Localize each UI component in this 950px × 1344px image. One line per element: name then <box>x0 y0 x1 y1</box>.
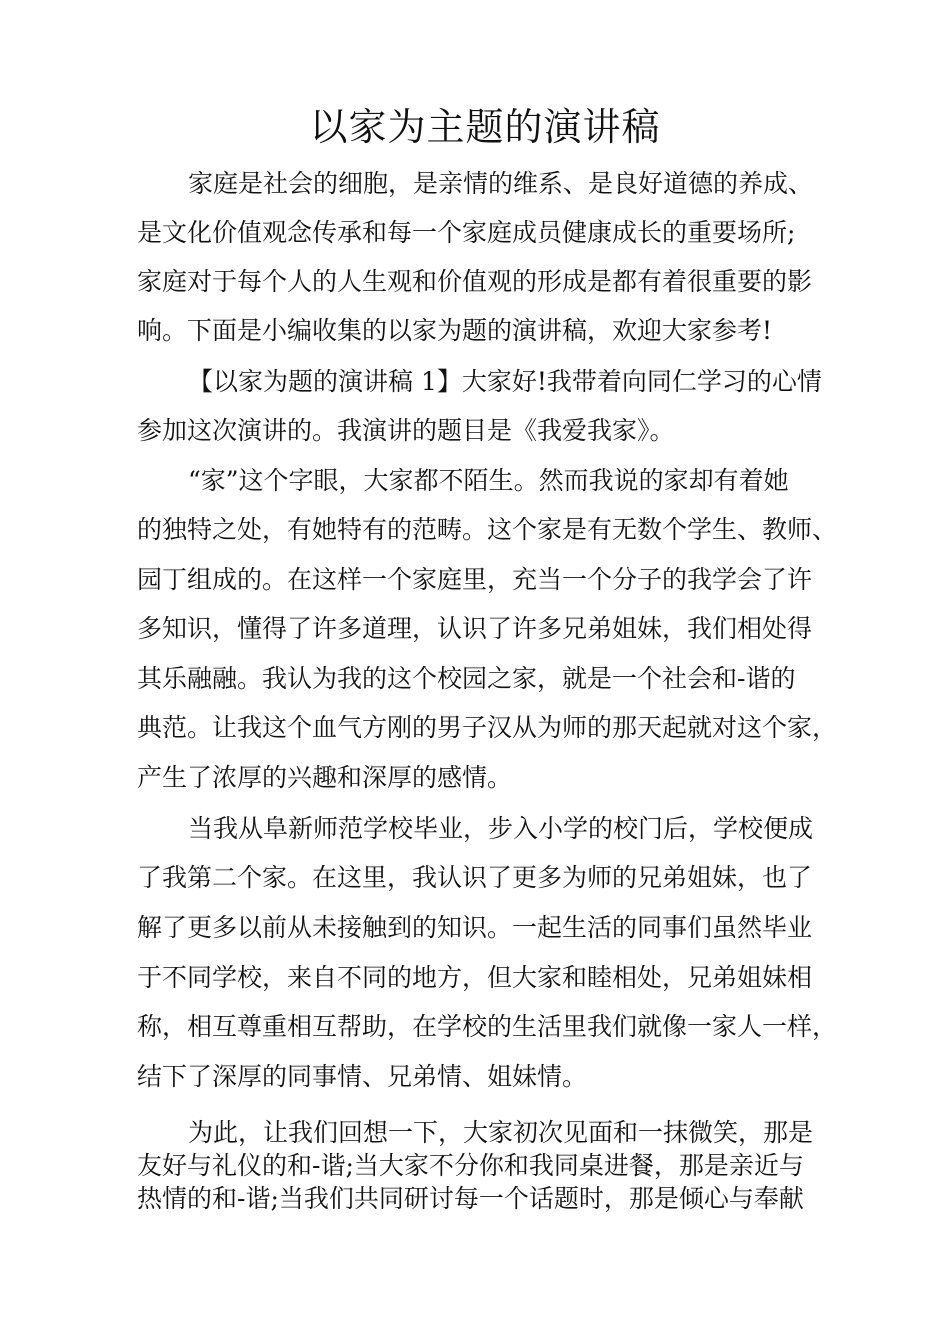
text-line: 产生了浓厚的兴趣和深厚的感情。 <box>137 763 513 792</box>
text-line: 于不同学校，来自不同的地方，但大家和睦相处，兄弟姐妹相 <box>137 963 813 992</box>
text-line: 了我第二个家。在这里，我认识了更多为师的兄弟姐妹，也了 <box>137 863 813 892</box>
text-line: 结下了深厚的同事情、兄弟情、姐妹情。 <box>137 1062 588 1091</box>
text-line: 为此，让我们回想一下，大家初次见面和一抹微笑，那是 <box>188 1118 814 1147</box>
text-line: 家庭对于每个人的人生观和价值观的形成是都有着很重要的影 <box>137 267 813 296</box>
text-line: 园丁组成的。在这样一个家庭里，充当一个分子的我学会了许 <box>137 565 813 594</box>
text-line: 响。下面是小编收集的以家为题的演讲稿，欢迎大家参考! <box>137 316 773 345</box>
text-line: 【以家为题的演讲稿 1】大家好!我带着向同仁学习的心情 <box>188 367 822 396</box>
text-line: 热情的和-谐;当我们共同研讨每一个话题时，那是倾心与奉献 <box>137 1184 804 1213</box>
text-line: 的独特之处，有她特有的范畴。这个家是有无数个学生、教师、 <box>137 515 838 544</box>
text-line: 典范。让我这个血气方刚的男子汉从为师的那天起就对这个家， <box>137 713 838 742</box>
document-title: 以家为主题的演讲稿 <box>309 105 661 149</box>
text-line: 参加这次演讲的。我演讲的题目是《我爱我家》。 <box>137 416 675 445</box>
text-line: 多知识，懂得了许多道理，认识了许多兄弟姐妹，我们相处得 <box>137 614 813 643</box>
text-line: 家庭是社会的细胞，是亲情的维系、是良好道德的养成、 <box>188 169 814 198</box>
text-line: 解了更多以前从未接触到的知识。一起生活的同事们虽然毕业 <box>137 913 813 942</box>
text-line: 是文化价值观念传承和每一个家庭成员健康成长的重要场所; <box>137 218 796 247</box>
text-line: 友好与礼仪的和-谐;当大家不分你和我同桌进餐，那是亲近与 <box>137 1151 804 1180</box>
text-line: “家”这个字眼，大家都不陌生。然而我说的家却有着她 <box>188 466 789 495</box>
text-line: 当我从阜新师范学校毕业，步入小学的校门后，学校便成 <box>188 814 814 843</box>
text-line: 其乐融融。我认为我的这个校园之家，就是一个社会和-谐的 <box>137 664 796 693</box>
text-line: 称，相互尊重相互帮助，在学校的生活里我们就像一家人一样， <box>137 1012 838 1041</box>
